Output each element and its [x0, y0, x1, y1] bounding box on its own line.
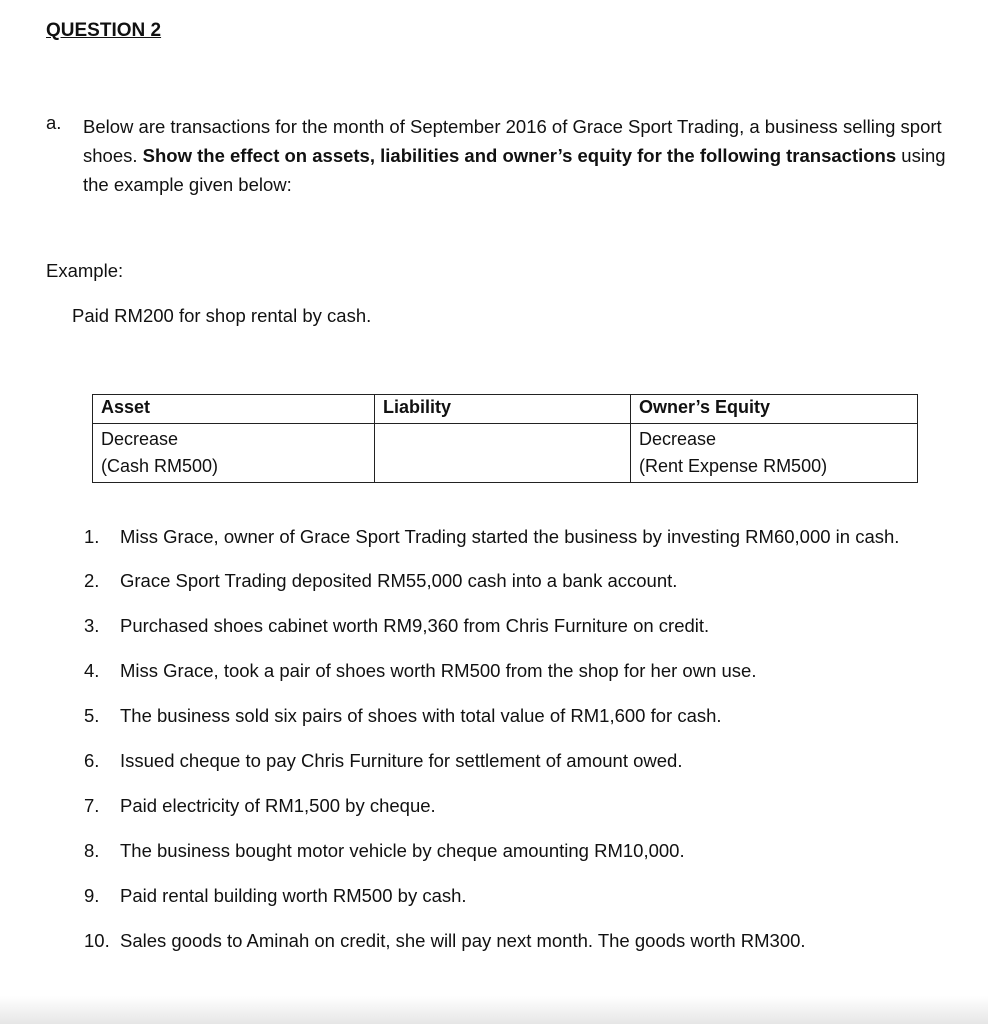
example-text: Paid RM200 for shop rental by cash. — [72, 305, 372, 326]
asset-detail: (Cash RM500) — [101, 456, 219, 476]
part-a-text-bold: Show the effect on assets, liabilities and owner’s equity for the following transactions — [142, 145, 897, 166]
list-item — [84, 926, 924, 955]
equity-effect: Decrease — [639, 429, 717, 449]
item-number: 5. — [84, 705, 100, 726]
part-a-paragraph — [46, 112, 946, 199]
list-item — [84, 746, 924, 775]
list-item — [84, 656, 924, 685]
item-text: Sales goods to Aminah on credit, she will pay next month. The goods worth RM300. — [120, 930, 806, 951]
item-number: 7. — [84, 795, 100, 816]
item-text: Issued cheque to pay Chris Furniture for settlement of amount owed. — [120, 750, 683, 771]
list-item — [84, 522, 924, 551]
item-text: The business bought motor vehicle by cheque amounting RM10,000. — [120, 840, 685, 861]
item-number: 9. — [84, 885, 100, 906]
asset-effect: Decrease — [101, 429, 179, 449]
item-number: 10. — [84, 930, 110, 951]
table-row — [93, 424, 918, 483]
item-text: Miss Grace, took a pair of shoes worth RM500 from the shop for her own use. — [120, 660, 757, 681]
liability-cell — [375, 424, 631, 483]
item-number: 1. — [84, 526, 100, 547]
item-text: The business sold six pairs of shoes with total value of RM1,600 for cash. — [120, 705, 722, 726]
equity-cell — [631, 424, 918, 483]
equity-detail: (Rent Expense RM500) — [639, 456, 828, 476]
part-a-text-normal: Below are transactions for the month of September 2016 of Grace Sport Trading, a business selling sport shoes. — [83, 116, 942, 166]
header-asset: Asset — [93, 395, 375, 424]
table-header-row — [93, 395, 918, 424]
list-item — [84, 701, 924, 730]
item-text: Purchased shoes cabinet worth RM9,360 from Chris Furniture on credit. — [120, 615, 710, 636]
item-number: 6. — [84, 750, 100, 771]
item-text: Grace Sport Trading deposited RM55,000 cash into a bank account. — [120, 570, 678, 591]
list-item — [84, 611, 924, 640]
page-bottom-shade — [0, 996, 988, 1024]
part-a-text — [83, 112, 946, 199]
item-number: 8. — [84, 840, 100, 861]
part-a-marker: a. — [46, 112, 62, 133]
example-label: Example: — [46, 260, 124, 281]
part-a-text-end: using the example given below: — [83, 145, 946, 195]
header-owners-equity: Owner’s Equity — [631, 395, 918, 424]
item-text: Paid rental building worth RM500 by cash. — [120, 885, 467, 906]
item-text: Miss Grace, owner of Grace Sport Trading started the business by investing RM60,000 in cash. — [120, 526, 900, 547]
transaction-list — [84, 522, 924, 955]
item-number: 4. — [84, 660, 100, 681]
list-item — [84, 566, 924, 595]
list-item — [84, 791, 924, 820]
example-table — [92, 394, 918, 483]
item-number: 3. — [84, 615, 100, 636]
list-item — [84, 836, 924, 865]
item-number: 2. — [84, 570, 100, 591]
list-item — [84, 881, 924, 910]
header-liability: Liability — [375, 395, 631, 424]
question-heading: QUESTION 2 — [46, 20, 162, 41]
item-text: Paid electricity of RM1,500 by cheque. — [120, 795, 436, 816]
asset-cell — [93, 424, 375, 483]
